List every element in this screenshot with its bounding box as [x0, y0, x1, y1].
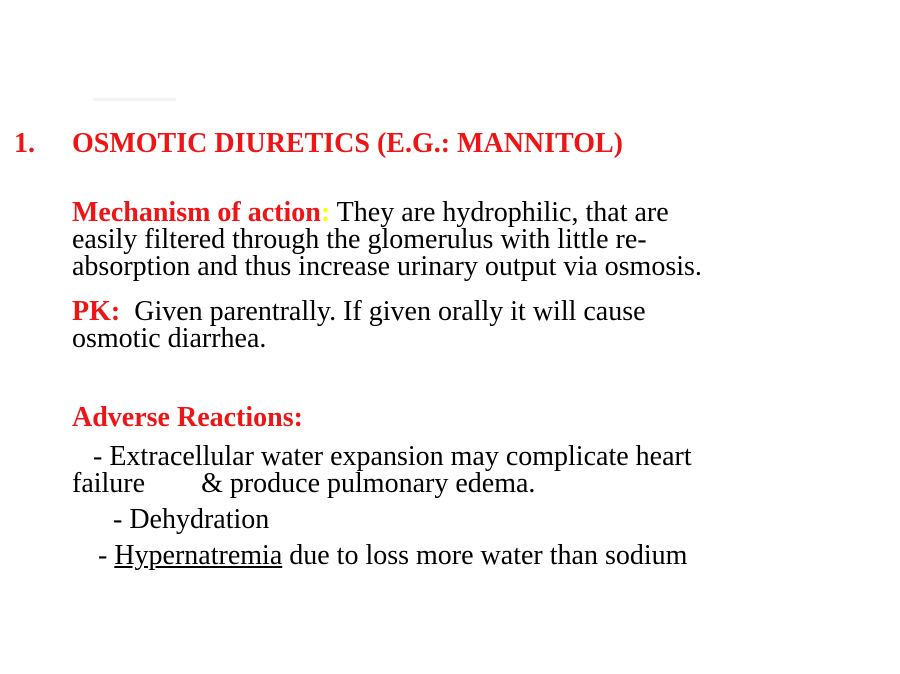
bullet-extracellular: [72, 443, 884, 497]
mechanism-paragraph-line-3: [72, 253, 884, 280]
pk-paragraph-line-2: [72, 325, 884, 352]
mechanism-text-2: easily filtered through the glomerulus with little re-: [72, 224, 647, 255]
pk-paragraph-line-1: [72, 298, 884, 325]
mechanism-paragraph-line-2: [72, 226, 884, 253]
mechanism-colon: :: [320, 197, 331, 228]
bullet-hypernatremia-line-1: [72, 542, 884, 569]
bullet-dehydration-text: - Dehydration: [113, 504, 270, 535]
mechanism-paragraph-line-1: [72, 199, 884, 226]
bullet-hypernatremia-dash: -: [98, 540, 115, 571]
mechanism-text-3: absorption and thus increase urinary output via osmosis.: [72, 251, 702, 282]
title-number: 1.: [14, 128, 35, 159]
mechanism-paragraph: [72, 199, 884, 280]
bullet-hypernatremia: [72, 542, 884, 569]
bullet-dehydration: [72, 506, 884, 533]
hypernatremia-underlined: Hypernatremia: [114, 540, 283, 571]
pk-text-1: Given parentrally. If given orally it will cause: [120, 296, 646, 327]
adverse-reactions-heading: [72, 404, 884, 431]
bullet-extracellular-line-1: [72, 443, 884, 470]
bullet-extracellular-line-2: [72, 470, 884, 497]
adverse-reactions-heading-line-1: [72, 404, 884, 431]
bullet-dehydration-line-1: [72, 506, 884, 533]
adverse-heading-text: Adverse Reactions:: [72, 402, 303, 433]
pk-paragraph: [72, 298, 884, 352]
pk-text-2: osmotic diarrhea.: [72, 323, 267, 354]
pk-label: PK:: [72, 296, 121, 327]
mechanism-text-1: They are hydrophilic, that are: [330, 197, 669, 228]
page-title: OSMOTIC DIURETICS (E.G.: MANNITOL): [72, 128, 623, 159]
bullet-hypernatremia-text: due to loss more water than sodium: [282, 540, 688, 571]
bullet-extracellular-text-2: failure & produce pulmonary edema.: [72, 468, 536, 499]
bullet-extracellular-text-1: - Extracellular water expansion may complicate heart: [93, 441, 692, 472]
mechanism-label: Mechanism of action: [72, 197, 321, 228]
faint-artifact-line: [93, 98, 176, 101]
